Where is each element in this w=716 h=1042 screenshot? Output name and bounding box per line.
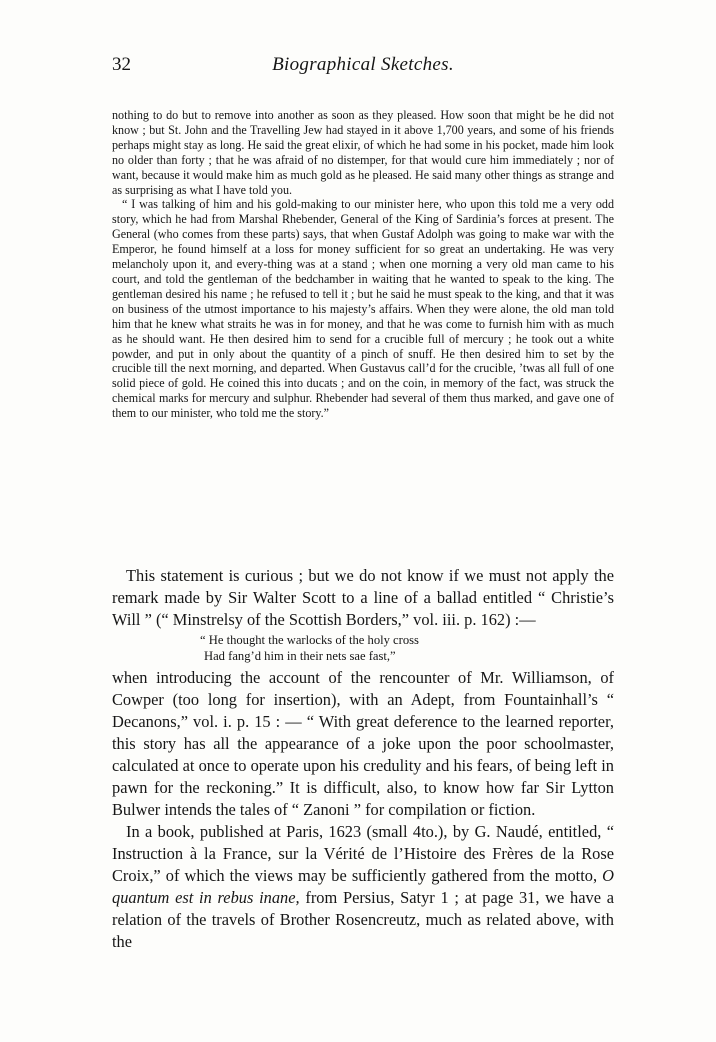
body-paragraph [112, 821, 614, 953]
body-paragraph: when introducing the account of the rencounter of Mr. Williamson, of Cowper (too long for insertion), with an Adept, from Fountainhall’s “ Decanons,” vol. i. p. 15 : — “ With great deference to the learned reporter, this story has all the appearance of a joke upon the poor schoolmaster, calculated at once to operate upon his credulity and his fears, of being left in pawn for the reckoning.” It is difficult, also, to know how far Sir Lytton Bulwer intends the tales of “ Zanoni ” for compilation or fiction. [112, 668, 614, 819]
running-title: Biographical Sketches. [272, 54, 454, 75]
verse-line: “ He thought the warlocks of the holy cross [200, 633, 419, 647]
quote-paragraph: “ I was talking of him and his gold-making to our minister here, who upon this told me a very odd story, which he had from Marshal Rhebender, General of the King of Sardinia’s forces at present. The General (who comes from these parts) says, that when Gustaf Adolph was going to make war with the Emperor, he found himself at a loss for money sufficient for so great an undertaking. He was very melancholy upon it, and every-thing was at a stand ; when one morning a very old man came to his court, and told the gentleman of the bedchamber in waiting that he wanted to speak to the king. The gentleman desired his name ; he refused to tell it ; but he said he must speak to the king, and that it was on business of the utmost importance to his majesty’s affairs. When they were alone, the old man told him that he knew what straits he was in for money, and that he was come to furnish him with as much as he should want. He then desired him to send for a crucible full of mercury ; he took out a white powder, and put in only about the quantity of a pinch of snuff. He then desired him to set by the crucible till the next morning, and departed. When Gustavus call’d for the crucible, ’twas all full of one solid piece of gold. He coined this into ducats ; and on the coin, in memory of the fact, was struck the chemical marks for mercury and sulphur. Rhebender had several of them thus marked, and gave one of them to our minister, who told me the story.” [112, 197, 614, 421]
page-header [112, 50, 614, 80]
paragraph-text: In a book, published at Paris, 1623 (small 4to.), by G. Naudé, entitled, “ Instruction à la France, sur la Vérité de l’Histoire des Frères de la Rose Croix,” of which the views may be sufficiently gathered from the motto, [112, 822, 614, 885]
quote-paragraph: nothing to do but to remove into another as soon as they pleased. How soon that might be he did not know ; but St. John and the Travelling Jew had stayed in it above 1,700 years, and some of his friends perhaps might stay as long. He said the great elixir, of which he had some in his pocket, made him look no older than forty ; that he was afraid of no distemper, for that would cure him immediately ; nor of want, because it would make him as much gold as he pleased. He said many other things as strange and as surprising as what I have told you. [112, 108, 614, 197]
body-paragraph: This statement is curious ; but we do not know if we must not apply the remark made by Sir Walter Scott to a line of a ballad entitled “ Christie’s Will ” (“ Minstrelsy of the Scottish Borders,” vol. iii. p. 162) :— [112, 566, 614, 629]
quoted-letter-block [112, 108, 614, 421]
page-number: 32 [112, 54, 131, 75]
main-text [112, 565, 614, 953]
paragraph-text: from Persius, Satyr 1 ; at page 31, we have a relation of the travels of Brother Rosencreutz, much as related above, with the [112, 888, 614, 951]
verse-line: Had fang’d him in their nets sae fast,” [204, 648, 396, 663]
verse-quotation [200, 633, 614, 664]
latin-motto: O quantum est in rebus inane, [112, 866, 614, 907]
